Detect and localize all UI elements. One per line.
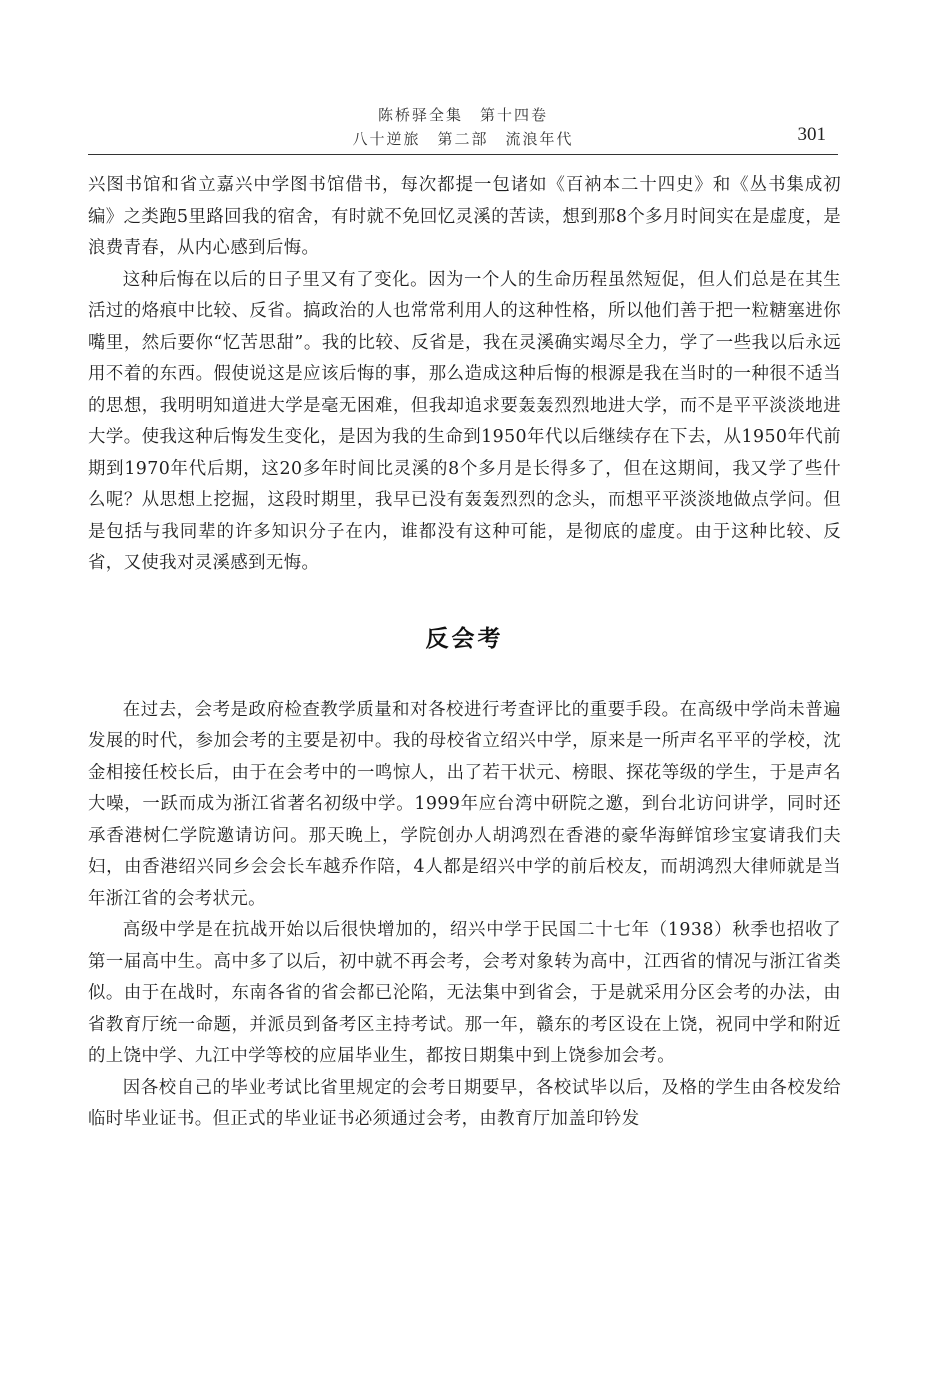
paragraph: 因各校自己的毕业考试比省里规定的会考日期要早，各校试毕以后，及格的学生由各校发给临时毕业证书。但正式的毕业证书必须通过会考，由教育厅加盖印钤发 bbox=[88, 1077, 841, 1129]
running-header bbox=[88, 100, 838, 155]
body-text bbox=[88, 170, 841, 1136]
page-number: 301 bbox=[797, 124, 826, 145]
paragraph: 在过去，会考是政府检查教学质量和对各校进行考查评比的重要手段。在高级中学尚未普遍发展的时代，参加会考的主要是初中。我的母校省立绍兴中学，原来是一所声名平平的学校，沈金相接任校长后，由于在会考中的一鸣惊人，出了若干状元、榜眼、探花等级的学生，于是声名大噪，一跃而成为浙江省著名初级中学。1999年应台湾中研院之邀，到台北访问讲学，同时还承香港树仁学院邀请访问。那天晚上，学院创办人胡鸿烈在香港的豪华海鲜馆珍宝宴请我们夫妇，由香港绍兴同乡会会长车越乔作陪，4人都是绍兴中学的前后校友，而胡鸿烈大律师就是当年浙江省的会考状元。 bbox=[88, 699, 841, 909]
paragraph-continued: 兴图书馆和省立嘉兴中学图书馆借书，每次都提一包诸如《百衲本二十四史》和《丛书集成初编》之类跑5里路回我的宿舍，有时就不免回忆灵溪的苦读，想到那8个多月时间实在是虚度，是浪费青春，从内心感到后悔。 bbox=[88, 175, 841, 258]
section-title: 反会考 bbox=[425, 625, 504, 652]
book-title: 陈桥驿全集 第十四卷 bbox=[377, 106, 548, 124]
section-path: 八十逆旅 第二部 流浪年代 bbox=[352, 130, 574, 148]
paragraph: 这种后悔在以后的日子里又有了变化。因为一个人的生命历程虽然短促，但人们总是在其生活过的烙痕中比较、反省。搞政治的人也常常利用人的这种性格，所以他们善于把一粒糖塞进你嘴里，然后要你“忆苦思甜”。我的比较、反省是，我在灵溪确实竭尽全力，学了一些我以后永远用不着的东西。假使说这是应该后悔的事，那么造成这种后悔的根源是我在当时的一种很不适当的思想，我明明知道进大学是毫无困难，但我却追求要轰轰烈烈地进大学，而不是平平淡淡地进大学。使我这种后悔发生变化，是因为我的生命到1950年代以后继续存在下去，从1950年代前期到1970年代后期，这20多年时间比灵溪的8个多月是长得多了，但在这期间，我又学了些什么呢？从思想上挖掘，这段时期里，我早已没有轰轰烈烈的念头，而想平平淡淡地做点学问。但是包括与我同辈的许多知识分子在内，谁都没有这种可能，是彻底的虚度。由于这种比较、反省，又使我对灵溪感到无悔。 bbox=[88, 269, 841, 573]
paragraph: 高级中学是在抗战开始以后很快增加的，绍兴中学于民国二十七年（1938）秋季也招收了第一届高中生。高中多了以后，初中就不再会考，会考对象转为高中，江西省的情况与浙江省类似。由于在战时，东南各省的省会都已沦陷，无法集中到省会，于是就采用分区会考的办法，由省教育厅统一命题，并派员到备考区主持考试。那一年，赣东的考区设在上饶，祝同中学和附近的上饶中学、九江中学等校的应届毕业生，都按日期集中到上饶参加会考。 bbox=[88, 920, 841, 1066]
